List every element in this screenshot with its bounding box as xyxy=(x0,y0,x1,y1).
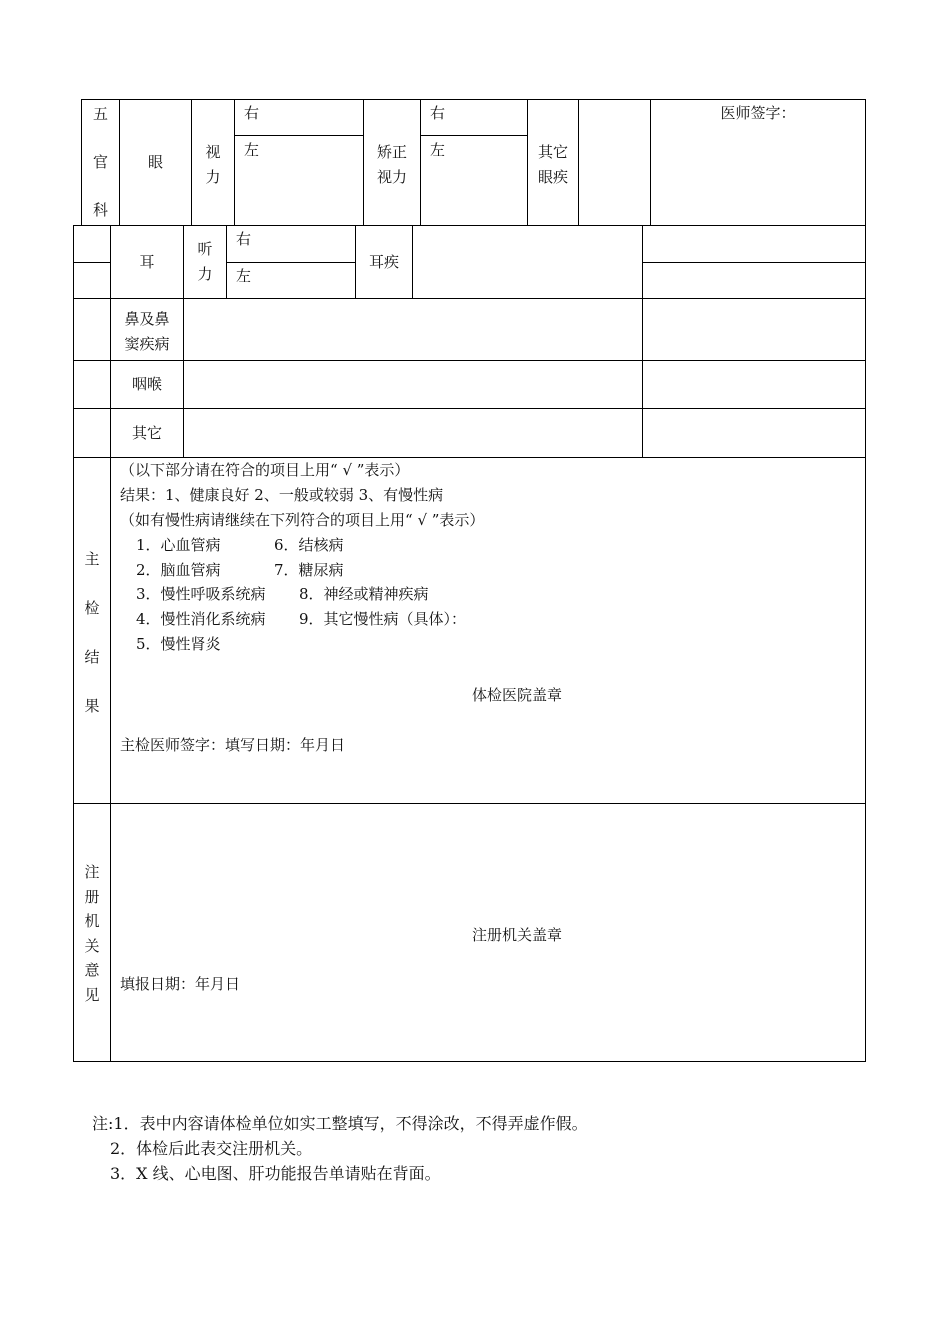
table-border xyxy=(642,262,866,263)
disease-option: 4．慢性消化系统病 xyxy=(136,610,266,628)
eye-label: 眼 xyxy=(147,153,163,171)
hearing-label: 听 力 xyxy=(197,240,213,283)
table-border xyxy=(73,262,110,263)
registration-stamp-label: 注册机关盖章 xyxy=(472,926,563,944)
vision-left-label: 左 xyxy=(244,141,260,159)
table-border xyxy=(73,225,866,226)
table-border xyxy=(81,99,866,100)
result-options-line: 结果：1、健康良好 2、一般或较弱 3、有慢性病 xyxy=(120,486,444,504)
table-border xyxy=(420,135,527,136)
registration-section-label: 注 册 机 关 意 见 xyxy=(84,863,100,1004)
disease-option: 3．慢性呼吸系统病 xyxy=(136,585,266,603)
disease-option: 8．神经或精神疾病 xyxy=(299,585,429,603)
disease-option: 9．其它慢性病（具体）： xyxy=(299,610,467,628)
table-border xyxy=(234,135,363,136)
corrected-right-label: 右 xyxy=(430,104,446,122)
main-exam-section-label: 主 检 结 果 xyxy=(84,550,100,715)
table-border xyxy=(234,99,235,225)
hospital-stamp-label: 体检医院盖章 xyxy=(472,686,563,704)
corrected-left-label: 左 xyxy=(430,141,446,159)
disease-option: 1．心血管病 xyxy=(136,536,221,554)
table-border xyxy=(73,803,866,804)
vision-label: 视 力 xyxy=(205,143,221,186)
registration-date-line: 填报日期：年月日 xyxy=(120,975,241,993)
table-border xyxy=(73,408,866,409)
hearing-left-label: 左 xyxy=(236,267,252,285)
section-label-char: 科 xyxy=(92,201,108,219)
main-doctor-signature-line: 主检医师签字：填写日期：年月日 xyxy=(120,736,346,754)
throat-label: 咽喉 xyxy=(131,375,162,393)
instruction-line: （以下部分请在符合的项目上用“ √ ”表示） xyxy=(120,461,410,479)
note-line: 注:1．表中内容请体检单位如实工整填写，不得涂改，不得弄虚作假。 xyxy=(92,1114,588,1133)
table-border xyxy=(578,99,579,225)
table-border xyxy=(642,225,643,457)
ear-disease-label: 耳疾 xyxy=(368,253,399,271)
table-border xyxy=(412,225,413,298)
other-label: 其它 xyxy=(131,424,162,442)
hearing-right-label: 右 xyxy=(236,230,252,248)
corrected-vision-label: 矫正 视力 xyxy=(376,143,407,186)
section-label-char: 官 xyxy=(92,153,108,171)
note-line: 3．X 线、心电图、肝功能报告单请贴在背面。 xyxy=(110,1164,441,1183)
doctor-signature-label: 医师签字： xyxy=(720,104,796,122)
disease-option: 6．结核病 xyxy=(274,536,344,554)
vision-right-label: 右 xyxy=(244,104,260,122)
table-border xyxy=(73,1061,866,1062)
table-border xyxy=(73,457,866,458)
table-border xyxy=(226,225,227,298)
ear-label: 耳 xyxy=(139,253,155,271)
nose-disease-label: 鼻及鼻 窦疾病 xyxy=(124,310,170,353)
table-border xyxy=(73,298,866,299)
five-senses-section-label xyxy=(82,102,119,222)
disease-option: 7．糖尿病 xyxy=(274,561,344,579)
section-label-char: 五 xyxy=(92,105,108,123)
table-border xyxy=(226,262,355,263)
table-border xyxy=(865,99,866,1062)
chronic-instruction-line: （如有慢性病请继续在下列符合的项目上用“ √ ”表示） xyxy=(120,511,485,529)
note-line: 2．体检后此表交注册机关。 xyxy=(110,1139,313,1158)
other-eye-disease-label: 其它 眼疾 xyxy=(537,143,568,186)
table-border xyxy=(73,360,866,361)
disease-option: 2．脑血管病 xyxy=(136,561,221,579)
disease-option: 5．慢性肾炎 xyxy=(136,635,221,653)
table-border xyxy=(183,298,184,457)
table-border xyxy=(420,99,421,225)
